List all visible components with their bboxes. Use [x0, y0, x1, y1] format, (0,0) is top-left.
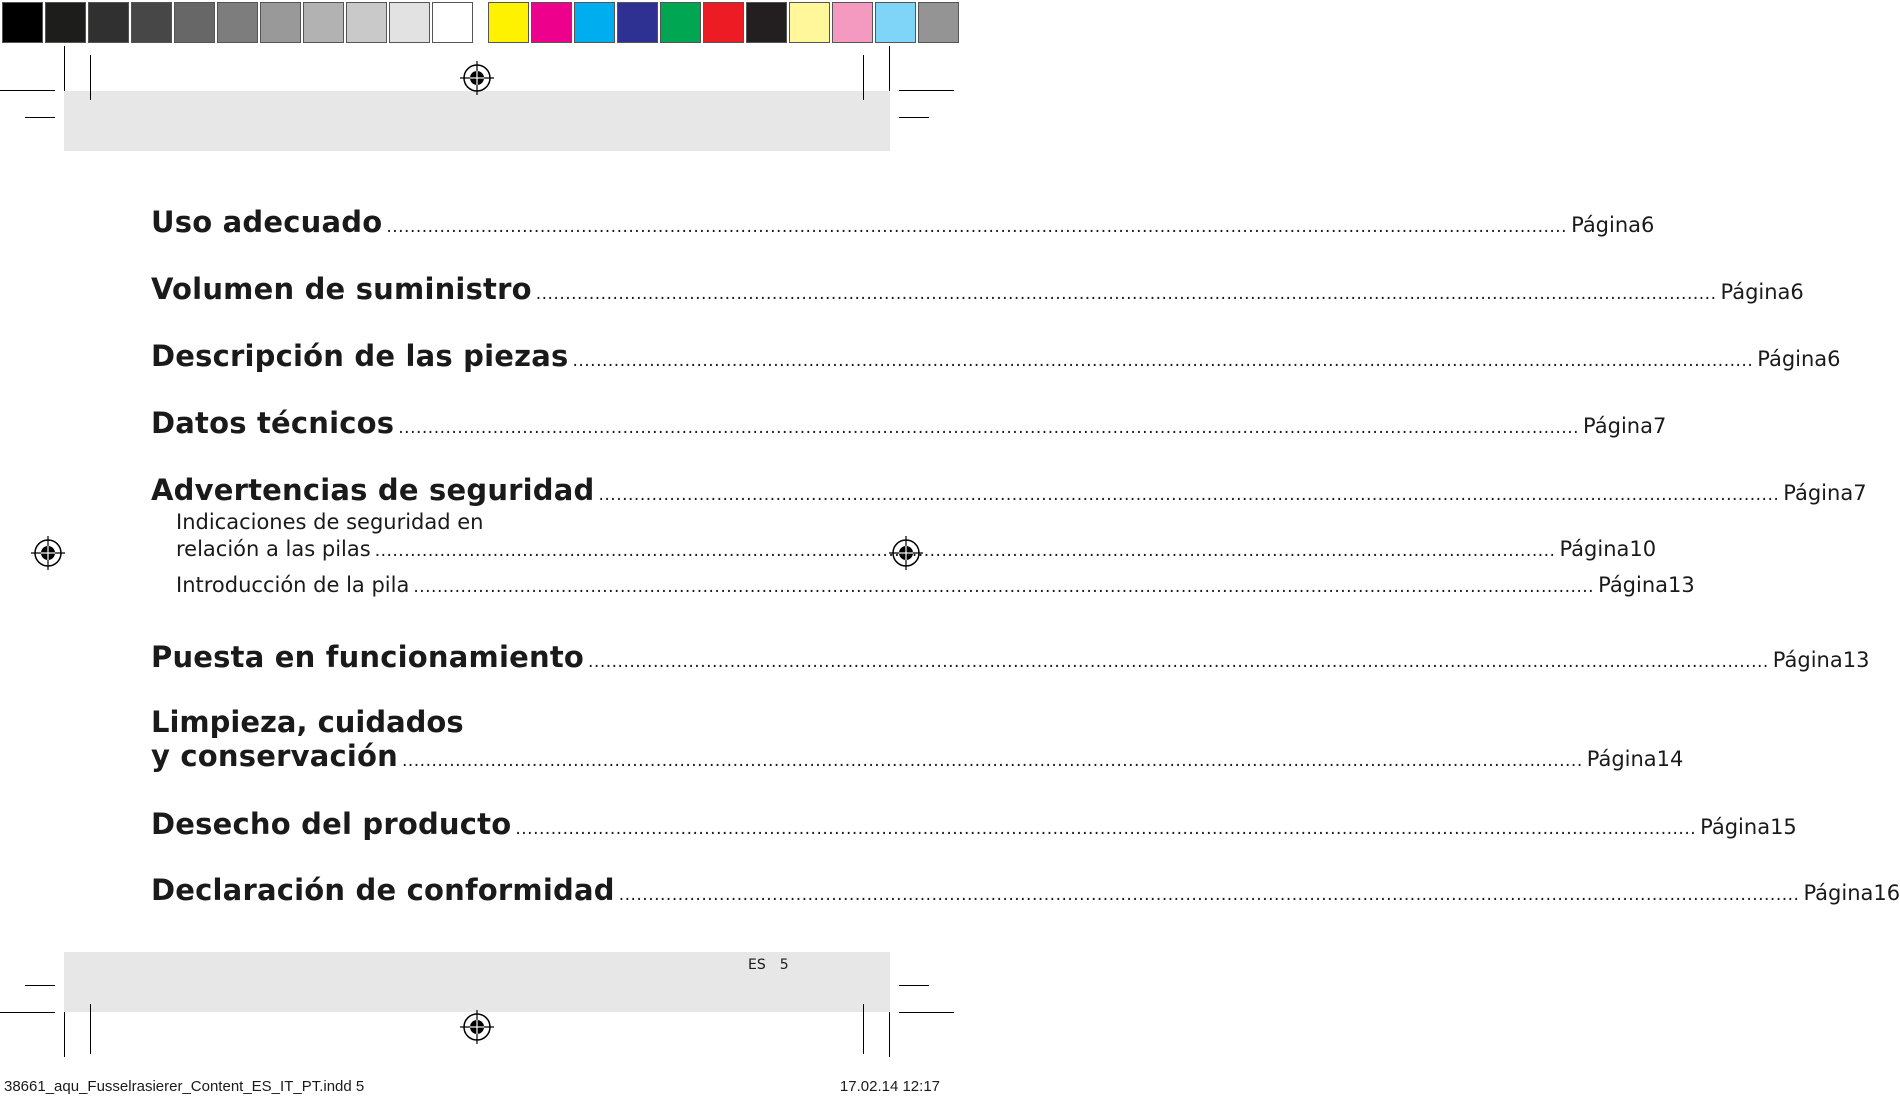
- page-folio: [748, 957, 803, 973]
- toc-entry-title: Declaración de conformidad: [151, 873, 615, 907]
- page-label: Página: [1757, 347, 1828, 371]
- color-swatch: [660, 2, 701, 43]
- toc-entry-title: Uso adecuado: [151, 205, 383, 239]
- toc-entry-title: Descripción de las piezas: [151, 339, 569, 373]
- color-swatch: [346, 2, 387, 43]
- dot-leader: ........................................................................................................................................................................................................: [413, 577, 1595, 597]
- toc-subentry-title: Introducción de la pila: [176, 573, 410, 597]
- toc-entry-title: Volumen de suministro: [151, 272, 532, 306]
- color-swatch: [918, 2, 959, 43]
- dot-leader: ........................................................................................................................................................................................................: [401, 751, 1583, 771]
- toc-entry[interactable]: [151, 272, 1804, 306]
- toc-entry-title: Datos técnicos: [151, 406, 395, 440]
- page-label: Página: [1583, 414, 1653, 438]
- toc-entry-title: y conservación: [151, 739, 398, 773]
- page-number: 13: [1842, 648, 1870, 672]
- dot-leader: ........................................................................................................................................................................................................: [588, 652, 1769, 672]
- toc-subentry[interactable]: [151, 573, 1695, 597]
- dot-leader: ........................................................................................................................................................................................................: [572, 351, 1754, 371]
- color-swatch: [303, 2, 344, 43]
- header-band: [64, 91, 890, 151]
- color-swatch: [832, 2, 873, 43]
- dot-leader: ........................................................................................................................................................................................................: [374, 541, 1556, 561]
- color-calibration-bar: [0, 0, 954, 46]
- page-label: Página: [1783, 481, 1854, 505]
- page-number: 16: [1873, 881, 1900, 905]
- toc-entry[interactable]: [151, 205, 1655, 239]
- color-swatch: [617, 2, 658, 43]
- registration-mark-icon: [460, 1010, 494, 1044]
- page-number: 14: [1656, 747, 1684, 771]
- color-swatch: [703, 2, 744, 43]
- color-swatch: [217, 2, 258, 43]
- registration-mark-icon: [460, 61, 494, 95]
- color-swatch: [131, 2, 172, 43]
- page-label: Página: [1571, 213, 1642, 237]
- page-number: 6: [1790, 280, 1804, 304]
- page-label: Página: [1598, 573, 1669, 597]
- page-number: 10: [1629, 537, 1657, 561]
- toc-entry[interactable]: [151, 873, 1900, 907]
- dot-leader: ........................................................................................................................................................................................................: [535, 284, 1717, 304]
- slug-filename: 38661_aqu_Fusselrasierer_Content_ES_IT_PT.indd 5: [4, 1078, 365, 1095]
- color-swatch: [531, 2, 572, 43]
- color-swatch: [389, 2, 430, 43]
- toc-entry-title: Puesta en funcionamiento: [151, 640, 585, 674]
- toc-entry[interactable]: [151, 705, 1684, 773]
- toc-entry[interactable]: [151, 406, 1667, 440]
- page-number: 7: [1652, 414, 1667, 438]
- dot-leader: ........................................................................................................................................................................................................: [618, 885, 1800, 905]
- page-label: Página: [1559, 537, 1630, 561]
- dot-leader: ........................................................................................................................................................................................................: [386, 217, 1568, 237]
- page-label: Página: [1772, 648, 1843, 672]
- toc-subentry-title-line1: Indicaciones de seguridad en: [176, 510, 484, 534]
- color-swatch: [574, 2, 615, 43]
- color-swatch: [875, 2, 916, 43]
- folio-page-number: 5: [779, 957, 789, 973]
- color-swatch: [488, 2, 529, 43]
- dot-leader: ........................................................................................................................................................................................................: [515, 819, 1697, 839]
- toc-subentry[interactable]: [151, 507, 1657, 561]
- page-number: 6: [1827, 347, 1841, 371]
- color-swatch: [746, 2, 787, 43]
- color-swatch: [789, 2, 830, 43]
- toc-entry-title-line1: Limpieza, cuidados: [151, 705, 464, 739]
- page-number: 7: [1853, 481, 1867, 505]
- dot-leader: ........................................................................................................................................................................................................: [598, 485, 1780, 505]
- page-label: Página: [1803, 881, 1874, 905]
- dot-leader: ........................................................................................................................................................................................................: [398, 418, 1580, 438]
- color-swatch: [2, 2, 43, 43]
- color-swatch: [45, 2, 86, 43]
- page-label: Página: [1720, 280, 1791, 304]
- toc-entry-title: Advertencias de seguridad: [151, 473, 595, 507]
- color-swatch: [174, 2, 215, 43]
- page-number: 13: [1668, 573, 1695, 597]
- page-number: 6: [1641, 213, 1655, 237]
- toc-entry[interactable]: [151, 473, 1867, 507]
- toc-entry-title: Desecho del producto: [151, 807, 512, 841]
- toc-entry[interactable]: [151, 807, 1797, 841]
- page-label: Página: [1586, 747, 1657, 771]
- page-label: Página: [1700, 815, 1771, 839]
- registration-mark-icon: [31, 536, 65, 570]
- toc-entry[interactable]: [151, 339, 1841, 373]
- toc-entry[interactable]: [151, 640, 1870, 674]
- color-swatch: [260, 2, 301, 43]
- page-number: 15: [1770, 815, 1797, 839]
- slug-date: 17.02.14 12:17: [839, 1078, 940, 1095]
- toc-subentry-title: relación a las pilas: [176, 537, 371, 561]
- language-code: ES: [748, 957, 766, 973]
- color-swatch: [432, 2, 473, 43]
- color-swatch: [88, 2, 129, 43]
